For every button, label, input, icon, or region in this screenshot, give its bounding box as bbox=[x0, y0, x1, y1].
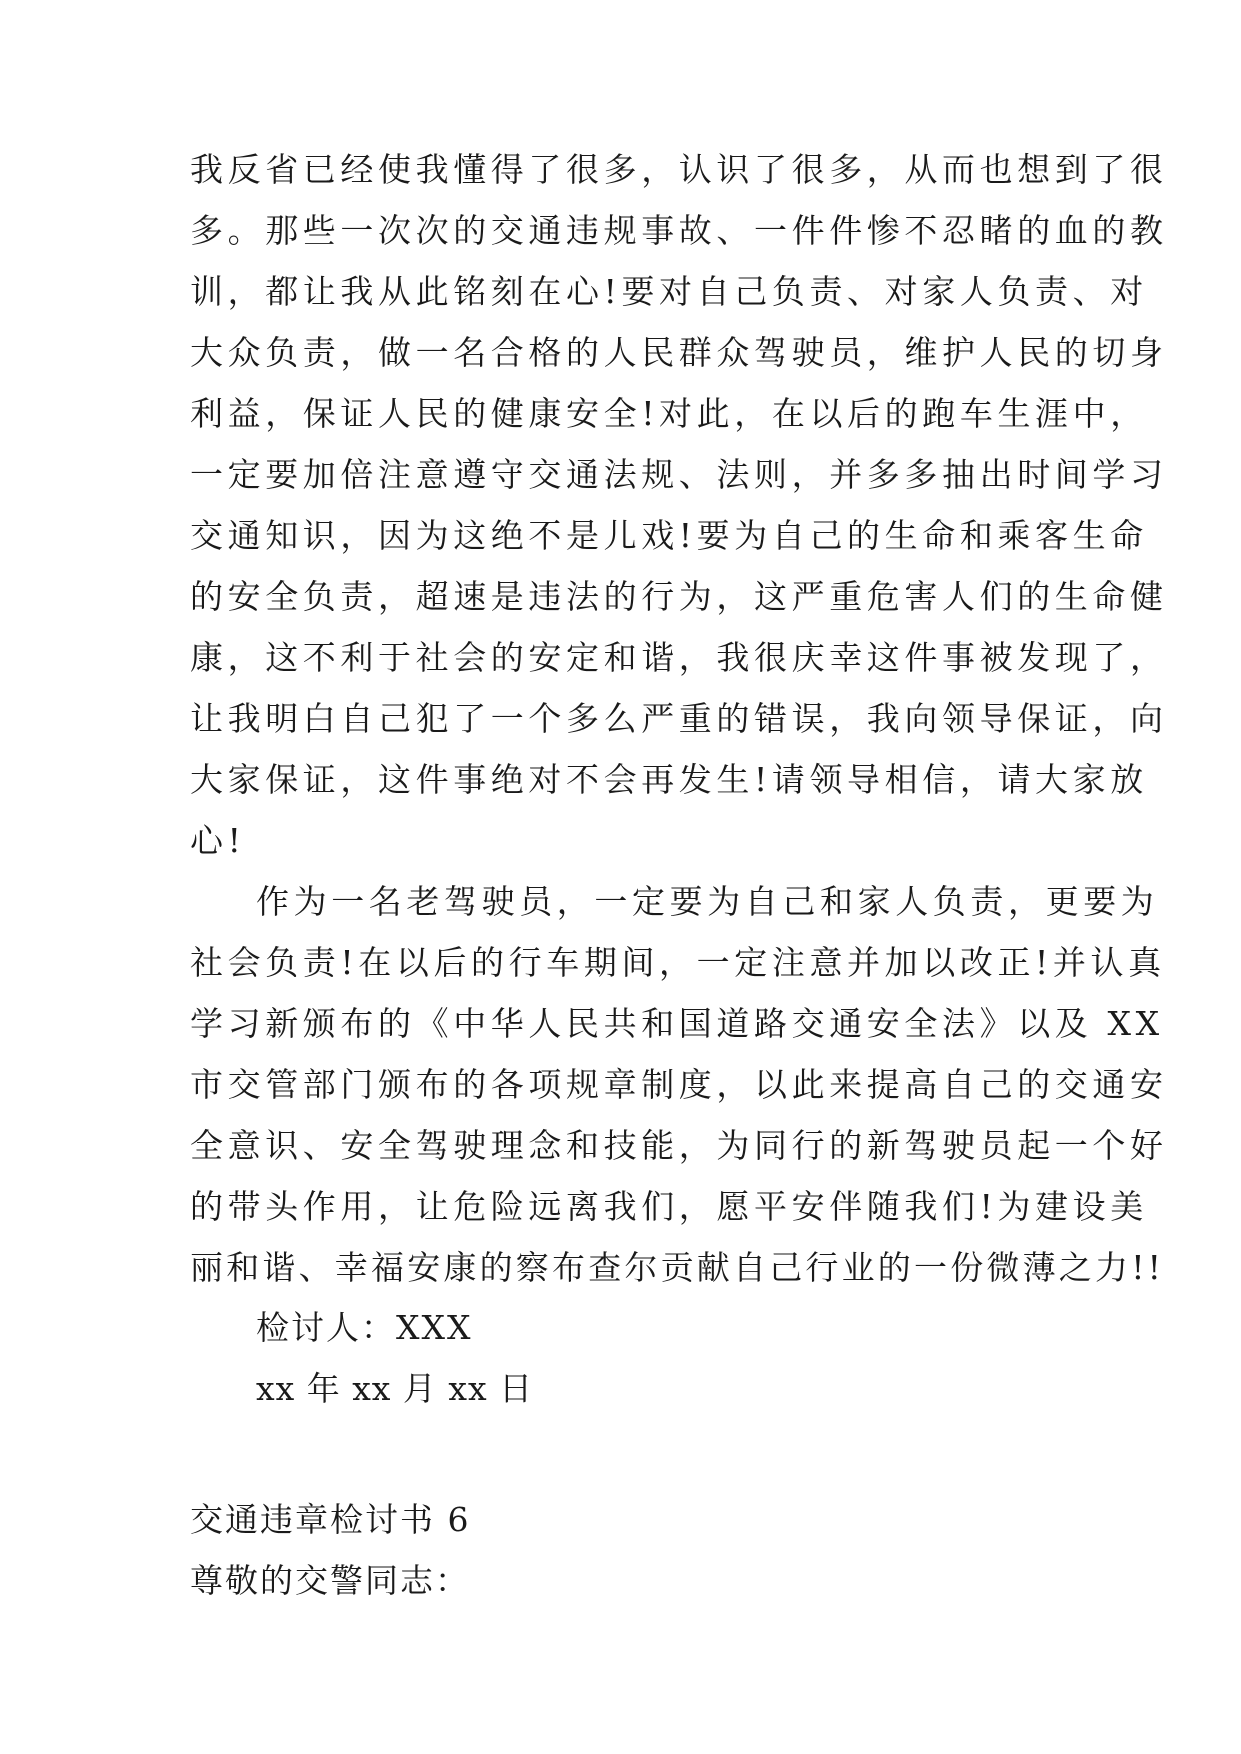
salutation: 尊敬的交警同志： bbox=[190, 1561, 470, 1600]
paragraph-1-line: 一定要加倍注意遵守交通法规、法则，并多多抽出时间学习 bbox=[190, 455, 1168, 494]
paragraph-2-line: 市交管部门颁布的各项规章制度，以此来提高自己的交通安 bbox=[190, 1065, 1168, 1104]
paragraph-2-line: 的带头作用，让危险远离我们，愿平安伴随我们!为建设美 bbox=[190, 1187, 1148, 1226]
paragraph-2-line: 全意识、安全驾驶理念和技能，为同行的新驾驶员起一个好 bbox=[190, 1126, 1168, 1165]
paragraph-1-line: 训，都让我从此铭刻在心!要对自己负责、对家人负责、对 bbox=[190, 272, 1148, 311]
date: xx 年 xx 月 xx 日 bbox=[256, 1369, 534, 1408]
paragraph-1-line: 心! bbox=[190, 821, 246, 860]
paragraph-2-line: 丽和谐、幸福安康的察布查尔贡献自己行业的一份微薄之力!! bbox=[190, 1248, 1165, 1287]
paragraph-2-line: 学习新颁布的《中华人民共和国道路交通安全法》以及 XX bbox=[190, 1004, 1164, 1043]
paragraph-1-line: 大家保证，这件事绝对不会再发生!请领导相信，请大家放 bbox=[190, 760, 1148, 799]
paragraph-1-line: 康，这不利于社会的安定和谐，我很庆幸这件事被发现了， bbox=[190, 638, 1168, 677]
signature: 检讨人：XXX bbox=[256, 1308, 473, 1347]
paragraph-1-line: 多。那些一次次的交通违规事故、一件件惨不忍睹的血的教 bbox=[190, 211, 1168, 250]
paragraph-1-line: 我反省已经使我懂得了很多，认识了很多，从而也想到了很 bbox=[190, 150, 1168, 189]
paragraph-1-line: 的安全负责，超速是违法的行为，这严重危害人们的生命健 bbox=[190, 577, 1168, 616]
paragraph-1-line: 交通知识，因为这绝不是儿戏!要为自己的生命和乘客生命 bbox=[190, 516, 1148, 555]
section-title: 交通违章检讨书 6 bbox=[190, 1500, 471, 1539]
paragraph-1-line: 利益，保证人民的健康安全!对此，在以后的跑车生涯中， bbox=[190, 394, 1148, 433]
paragraph-2-line: 社会负责!在以后的行车期间，一定注意并加以改正!并认真 bbox=[190, 943, 1166, 982]
paragraph-2-line: 作为一名老驾驶员，一定要为自己和家人负责，更要为 bbox=[256, 882, 1159, 921]
paragraph-1-line: 大众负责，做一名合格的人民群众驾驶员，维护人民的切身 bbox=[190, 333, 1168, 372]
paragraph-1-line: 让我明白自己犯了一个多么严重的错误，我向领导保证，向 bbox=[190, 699, 1168, 738]
